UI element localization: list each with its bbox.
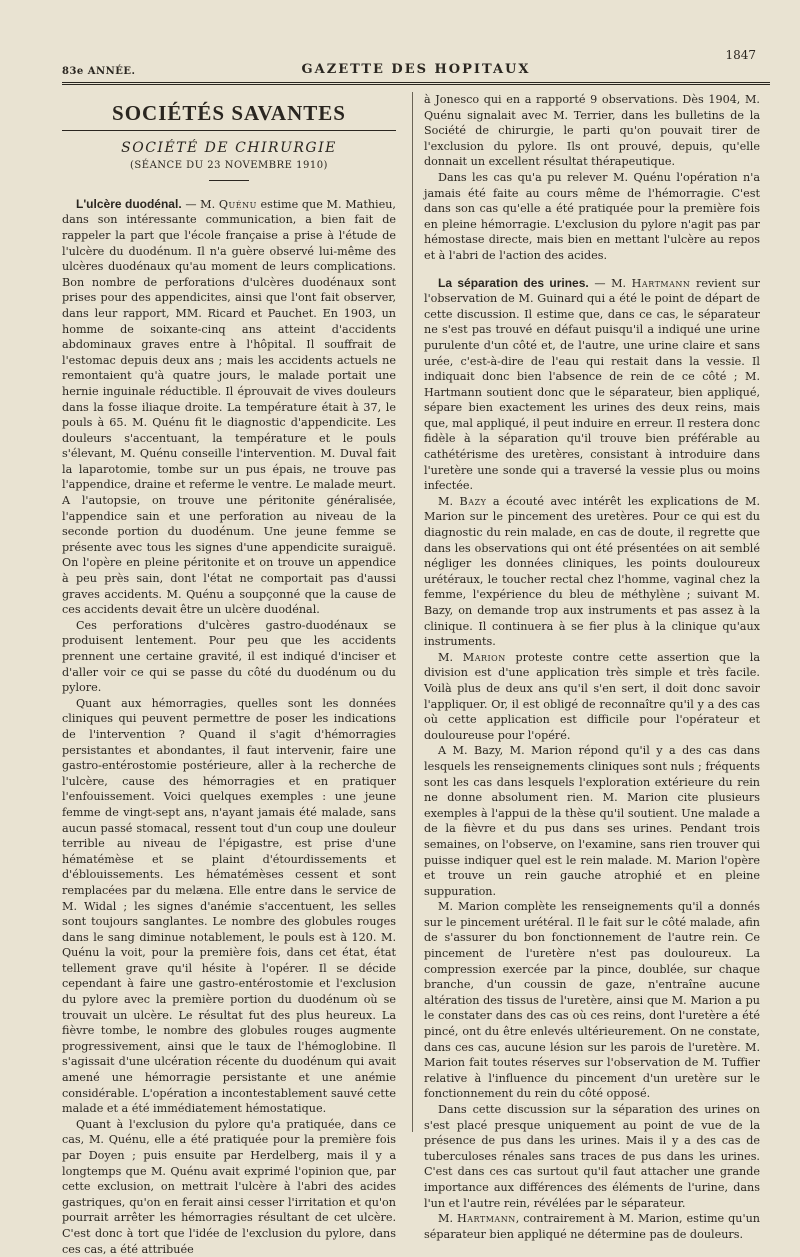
author-name: Marion [462, 650, 506, 664]
article-paragraph: Quant aux hémorragies, quelles sont les données cliniques qui peuvent permettre de poser les indications de l'intervention ? Quand il s'agit d'hémorragies persistantes et abondantes, il faut intervenir, faire une gastro-entérostomie postérieure, aller à la recherche de l'ulcère, cause des hémorragies et en pratiquer l'enfouissement. Voici quelques exemples : une jeune femme de vingt-sept ans, n'ayant jamais été malade, sans aucun passé stomacal, ressent tout d'un coup une douleur terrible au niveau de l'épigastre, est prise d'une hématémèse et se plaint d'étourdissements et d'éblouissements. Les hématémèses cessent et sont remplacées par du melæna. Elle entre dans le service de M. Widal ; les signes d'anémie s'accentuent, les selles sont toujours sanglantes. Le nombre des globules rouges dans le sang diminue notablement, le pouls est à 120. M. Quénu la voit, pour la première fois, dans cet état, état tellement grave qu'il hésite à l'opérer. Il se décide cependant à faire une gastro-entérostomie et l'exclusion du pylore avec la première portion du duodénum où se trouvait un ulcère. Le résultat fut des plus heureux. La fièvre tombe, le nombre des globules rouges augmente progressivement, ainsi que le taux de l'hémoglobine. Il s'agissait d'une ulcération récente du duodénum qui avait amené une hémorragie persistante et une anémie considérable. L'opération a incontestablement sauvé cette malade et a été immédiatement hémostatique. [62, 696, 396, 1116]
article-title: La séparation des urines. [438, 275, 589, 290]
short-divider [209, 180, 249, 181]
article-paragraph: Dans cette discussion sur la séparation des urines on s'est placé presque uniquement au point de vue de la présence de pus dans les urines. Mais il y a des cas de tuberculoses rénales sans traces de pus dans les urines. C'est dans ces cas surtout qu'il faut attacher une grande importance aux différences des éléments de l'urine, dans l'un et l'autre rein, révélées par le séparateur. [424, 1103, 760, 1210]
page-header [62, 48, 770, 82]
society-title: SOCIÉTÉ DE CHIRURGIE [121, 139, 337, 156]
article-paragraph: à Jonesco qui en a rapporté 9 observations. Dès 1904, M. Quénu signalait avec M. Terrier, dans les bulletins de la Société de chirurgie, le parti qu'on pouvait tirer de l'exclusion du pylore. Ils ont prouvé, depuis, qu'elle donnait un excellent résultat thérapeutique. [424, 93, 760, 169]
author-name: Bazy [459, 494, 487, 508]
section-rule [62, 130, 396, 131]
session-date: (SÉANCE DU 23 NOVEMBRE 1910) [130, 160, 328, 172]
page-number: 1847 [725, 48, 756, 62]
article-paragraph: M. Marion complète les renseignements qu'il a donnés sur le pincement urétéral. Il le fait sur le côté malade, afin de s'assurer du bon fonctionnement de l'autre rein. Ce pincement de l'uretère n'est pas douloureux. La compression exercée par la pince, doublée, sur chaque branche, d'un coussin de gaze, n'entraîne aucune altération des tissus de l'uretère, ainsi que M. Marion a pu le constater dans des cas où ces reins, dont l'uretère a été pincé, ont du être enlevés ultérieurement. On ne constate, dans ces cas, aucune lésion sur les parois de l'uretère. M. Marion fait toutes réserves sur l'observation de M. Tuffier relative à l'influence du pincement d'un uretère sur le fonctionnement du rein du côté opposé. [424, 900, 760, 1101]
article-title: L'ulcère duodénal. [76, 196, 182, 211]
journal-title: GAZETTE DES HOPITAUX [301, 62, 531, 77]
issue-number: 83e ANNÉE. [62, 66, 136, 77]
article-paragraph: La séparation des urines. — M. Hartmann revient sur l'observation de M. Guinard qui a été le point de départ de cette discussion. Il estime que, dans ce cas, le séparateur ne s'est pas trouvé en défaut puisqu'il a indiqué une urine purulente d'un côté et, de l'autre, une urine claire et sans urée, c'est-à-dire de l'eau qui restait dans la vessie. Il indiquait donc bien l'absence de rein de ce côté ; M. Hartmann soutient donc que le séparateur, bien appliqué, sépare bien exactement les urines des deux reins, mais que, mal appliqué, il peut induire en erreur. Il restera donc fidèle à la séparation qu'il trouve bien préférable au cathétérisme des uretères, consistant à introduire dans l'uretère une sonde qui a traversé la vessie plus ou moins infectée. [424, 275, 761, 493]
article-gap [424, 264, 760, 276]
article-paragraph: Ces perforations d'ulcères gastro-duodénaux se produisent lentement. Pour peu que les accidents prennent une certaine gravité, il est indiqué d'inciser et d'aller voir ce qui se passe du côté du duodénum ou du pylore. [62, 618, 396, 695]
article-paragraph: L'ulcère duodénal. — M. Quénu estime que M. Mathieu, dans son intéressante communication, a bien fait de rappeler la part que l'école française a prise à l'étude de l'ulcère du duodénum. Il n'a guère observé lui-même des ulcères duodénaux qu'au moment de leurs complications. Bon nombre de perforations d'ulcères duodénaux sont prises pour des appendicites, ainsi que l'ont fait observer, dans leur rapport, MM. Ricard et Pauchet. En 1903, un homme de soixante-cinq ans atteint d'accidents abdominaux graves entre à l'hôpital. Il souffrait de l'estomac depuis deux ans ; mais les accidents actuels ne remontaient qu'à quatre jours, le malade portait une hernie inguinale réductible. Il éprouvait de vives douleurs dans la fosse iliaque droite. La température était à 37, le pouls à 65. M. Quénu fit le diagnostic d'appendicite. Les douleurs s'accentuant, la température et le pouls s'élevant, M. Quénu conseille l'intervention. M. Duval fait la laparotomie, tombe sur un pus épais, ne trouve pas l'appendice, draine et referme le ventre. Le malade meurt. A l'autopsie, on trouve une péritonite généralisée, l'appendice sain et une perforation au niveau de la seconde portion du duodénum. Une jeune femme se présente avec tous les signes d'une appendicite suraiguë. On l'opère en pleine péritonite et on trouve un appendice à peu près sain, dont l'état ne comportait pas d'aussi graves accidents. M. Quénu a soupçonné que la cause de ces accidents devait être un ulcère duodénal. [62, 196, 396, 617]
paragraph-text: a écouté avec intérêt les explications de M. Marion sur le pincement des uretères. Pour ce qui est du diagnostic du rein malade, en cas de doute, il regrette que dans les observations qui ont été présentées on ait semblé négliger les données cliniques, les points douloureux urétéraux, le toucher rectal chez l'homme, vaginal chez la femme, l'expérience du bleu de méthylène ; suivant M. Bazy, on demande trop aux instruments et pas assez à la clinique. Il continuera à se fier plus à la clinique qu'aux instruments. [424, 494, 760, 649]
paragraph-text: estime que M. Mathieu, dans son intéressante communication, a bien fait de rappeler la part que l'école française a prise à l'étude de l'ulcère du duodénum. Il n'a guère observé lui-même des ulcères duodénaux qu'au moment de leurs complications. Bon nombre de perforations d'ulcères duodénaux sont prises pour des appendicites, ainsi que l'ont fait observer, dans leur rapport, MM. Ricard et Pauchet. En 1903, un homme de soixante-cinq ans atteint d'accidents abdominaux graves entre à l'hôpital. Il souffrait de l'estomac depuis deux ans ; mais les accidents actuels ne remontaient qu'à quatre jours, le malade portait une hernie inguinale réductible. Il éprouvait de vives douleurs dans la fosse iliaque droite. La température était à 37, le pouls à 65. M. Quénu fit le diagnostic d'appendicite. Les douleurs s'accentuant, la température et le pouls s'élevant, M. Quénu conseille l'intervention. M. Duval fait la laparotomie, tombe sur un pus épais, ne trouve pas l'appendice, draine et referme le ventre. Le malade meurt. A l'autopsie, on trouve une péritonite généralisée, l'appendice sain et une perforation au niveau de la seconde portion du duodénum. Une jeune femme se présente avec tous les signes d'une appendicite suraiguë. On l'opère en pleine péritonite et on trouve un appendice à peu près sain, dont l'état ne comportait pas d'aussi graves accidents. M. Quénu a soupçonné que la cause de ces accidents devait être un ulcère duodénal. [62, 197, 396, 617]
left-column [62, 92, 396, 1257]
header-rule [62, 82, 770, 88]
author-name: Hartmann [631, 276, 691, 290]
column-divider [412, 92, 413, 1132]
article-paragraph: M. Hartmann, contrairement à M. Marion, estime qu'un séparateur bien appliqué ne détermine pas de douleurs. [424, 1212, 760, 1241]
paragraph-text: revient sur l'observation de M. Guinard qui a été le point de départ de cette discussion. Il estime que, dans ce cas, le séparateur ne s'est pas trouvé en défaut puisqu'il a indiqué une urine purulente d'un côté et, de l'autre, une urine claire et sans urée, c'est-à-dire de l'eau qui restait dans la vessie. Il indiquait donc bien l'absence de rein de ce côté ; M. Hartmann soutient donc que le séparateur, bien appliqué, sépare bien exactement les urines des deux reins, mais que, mal appliqué, il peut induire en erreur. Il restera donc fidèle à la séparation qu'il trouve bien préférable au cathétérisme des uretères, consistant à introduire dans l'uretère une sonde qui a traversé la vessie plus ou moins infectée. [424, 276, 761, 493]
article-paragraph: Quant à l'exclusion du pylore qu'a pratiquée, dans ce cas, M. Quénu, elle a été pratiquée pour la première fois par Doyen ; puis ensuite par Herdelberg, mais il y a longtemps que M. Quénu avait exprimé l'opinion que, par cette exclusion, on mettrait l'ulcère à l'abri des acides gastriques, qu'on en ferait ainsi cesser l'irritation et qu'on pourrait arrêter les hémorragies résultant de cet ulcère. C'est donc à tort que l'idée de l'exclusion du pylore, dans ces cas, a été attribuée [62, 1117, 396, 1256]
article-paragraph: M. Bazy a écouté avec intérêt les explications de M. Marion sur le pincement des uretères. Pour ce qui est du diagnostic du rein malade, en cas de doute, il regrette que dans les observations qui ont été présentées on ait semblé négliger les données cliniques, les points douloureux urétéraux, le toucher rectal chez l'homme, vaginal chez la femme, l'expérience du bleu de méthylène ; suivant M. Bazy, on demande trop aux instruments et pas assez à la clinique. Il continuera à se fier plus à la clinique qu'aux instruments. [424, 494, 760, 649]
section-title: SOCIÉTÉS SAVANTES [112, 101, 346, 125]
author-name: Hartmann [456, 1212, 516, 1226]
right-column [424, 92, 760, 1242]
paragraph-text: proteste contre cette assertion que la division est d'une application très simple et très facile. Voilà plus de deux ans qu'il s'en sert, il doit donc savoir l'appliquer. Or, il est obligé de reconnaître qu'il y a des cas où cette application est difficile pour l'opérateur et douloureuse pour l'opéré. [424, 650, 760, 742]
article-paragraph: A M. Bazy, M. Marion répond qu'il y a des cas dans lesquels les renseignements cliniques sont nuls ; fréquents sont les cas dans lesquels l'exploration extérieure du rein ne donne absolument rien. M. Marion cite plusieurs exemples à l'appui de la thèse qu'il soutient. Une malade a de la fièvre et du pus dans ses urines. Pendant trois semaines, on l'observe, on l'examine, sans rien trouver qui puisse indiquer quel est le rein malade. M. Marion l'opère et trouve un rein gauche atrophié et en pleine suppuration. [424, 744, 760, 898]
author-name: Quénu [218, 197, 257, 211]
article-paragraph: M. Marion proteste contre cette assertion que la division est d'une application très simple et très facile. Voilà plus de deux ans qu'il s'en sert, il doit donc savoir l'appliquer. Or, il est obligé de reconnaître qu'il y a des cas où cette application est difficile pour l'opérateur et douloureuse pour l'opéré. [424, 650, 760, 742]
paragraph-text: contrairement à M. Marion, estime qu'un séparateur bien appliqué ne détermine pas de douleurs. [424, 1212, 760, 1241]
article-paragraph: Dans les cas qu'a pu relever M. Quénu l'opération n'a jamais été faite au cours même de l'hémorragie. C'est dans son cas qu'elle a été pratiquée pour la première fois en pleine hémorragie. L'exclusion du pylore n'agit pas par hémostase directe, mais bien en mettant l'ulcère au repos et à l'abri de l'action des acides. [424, 170, 760, 262]
